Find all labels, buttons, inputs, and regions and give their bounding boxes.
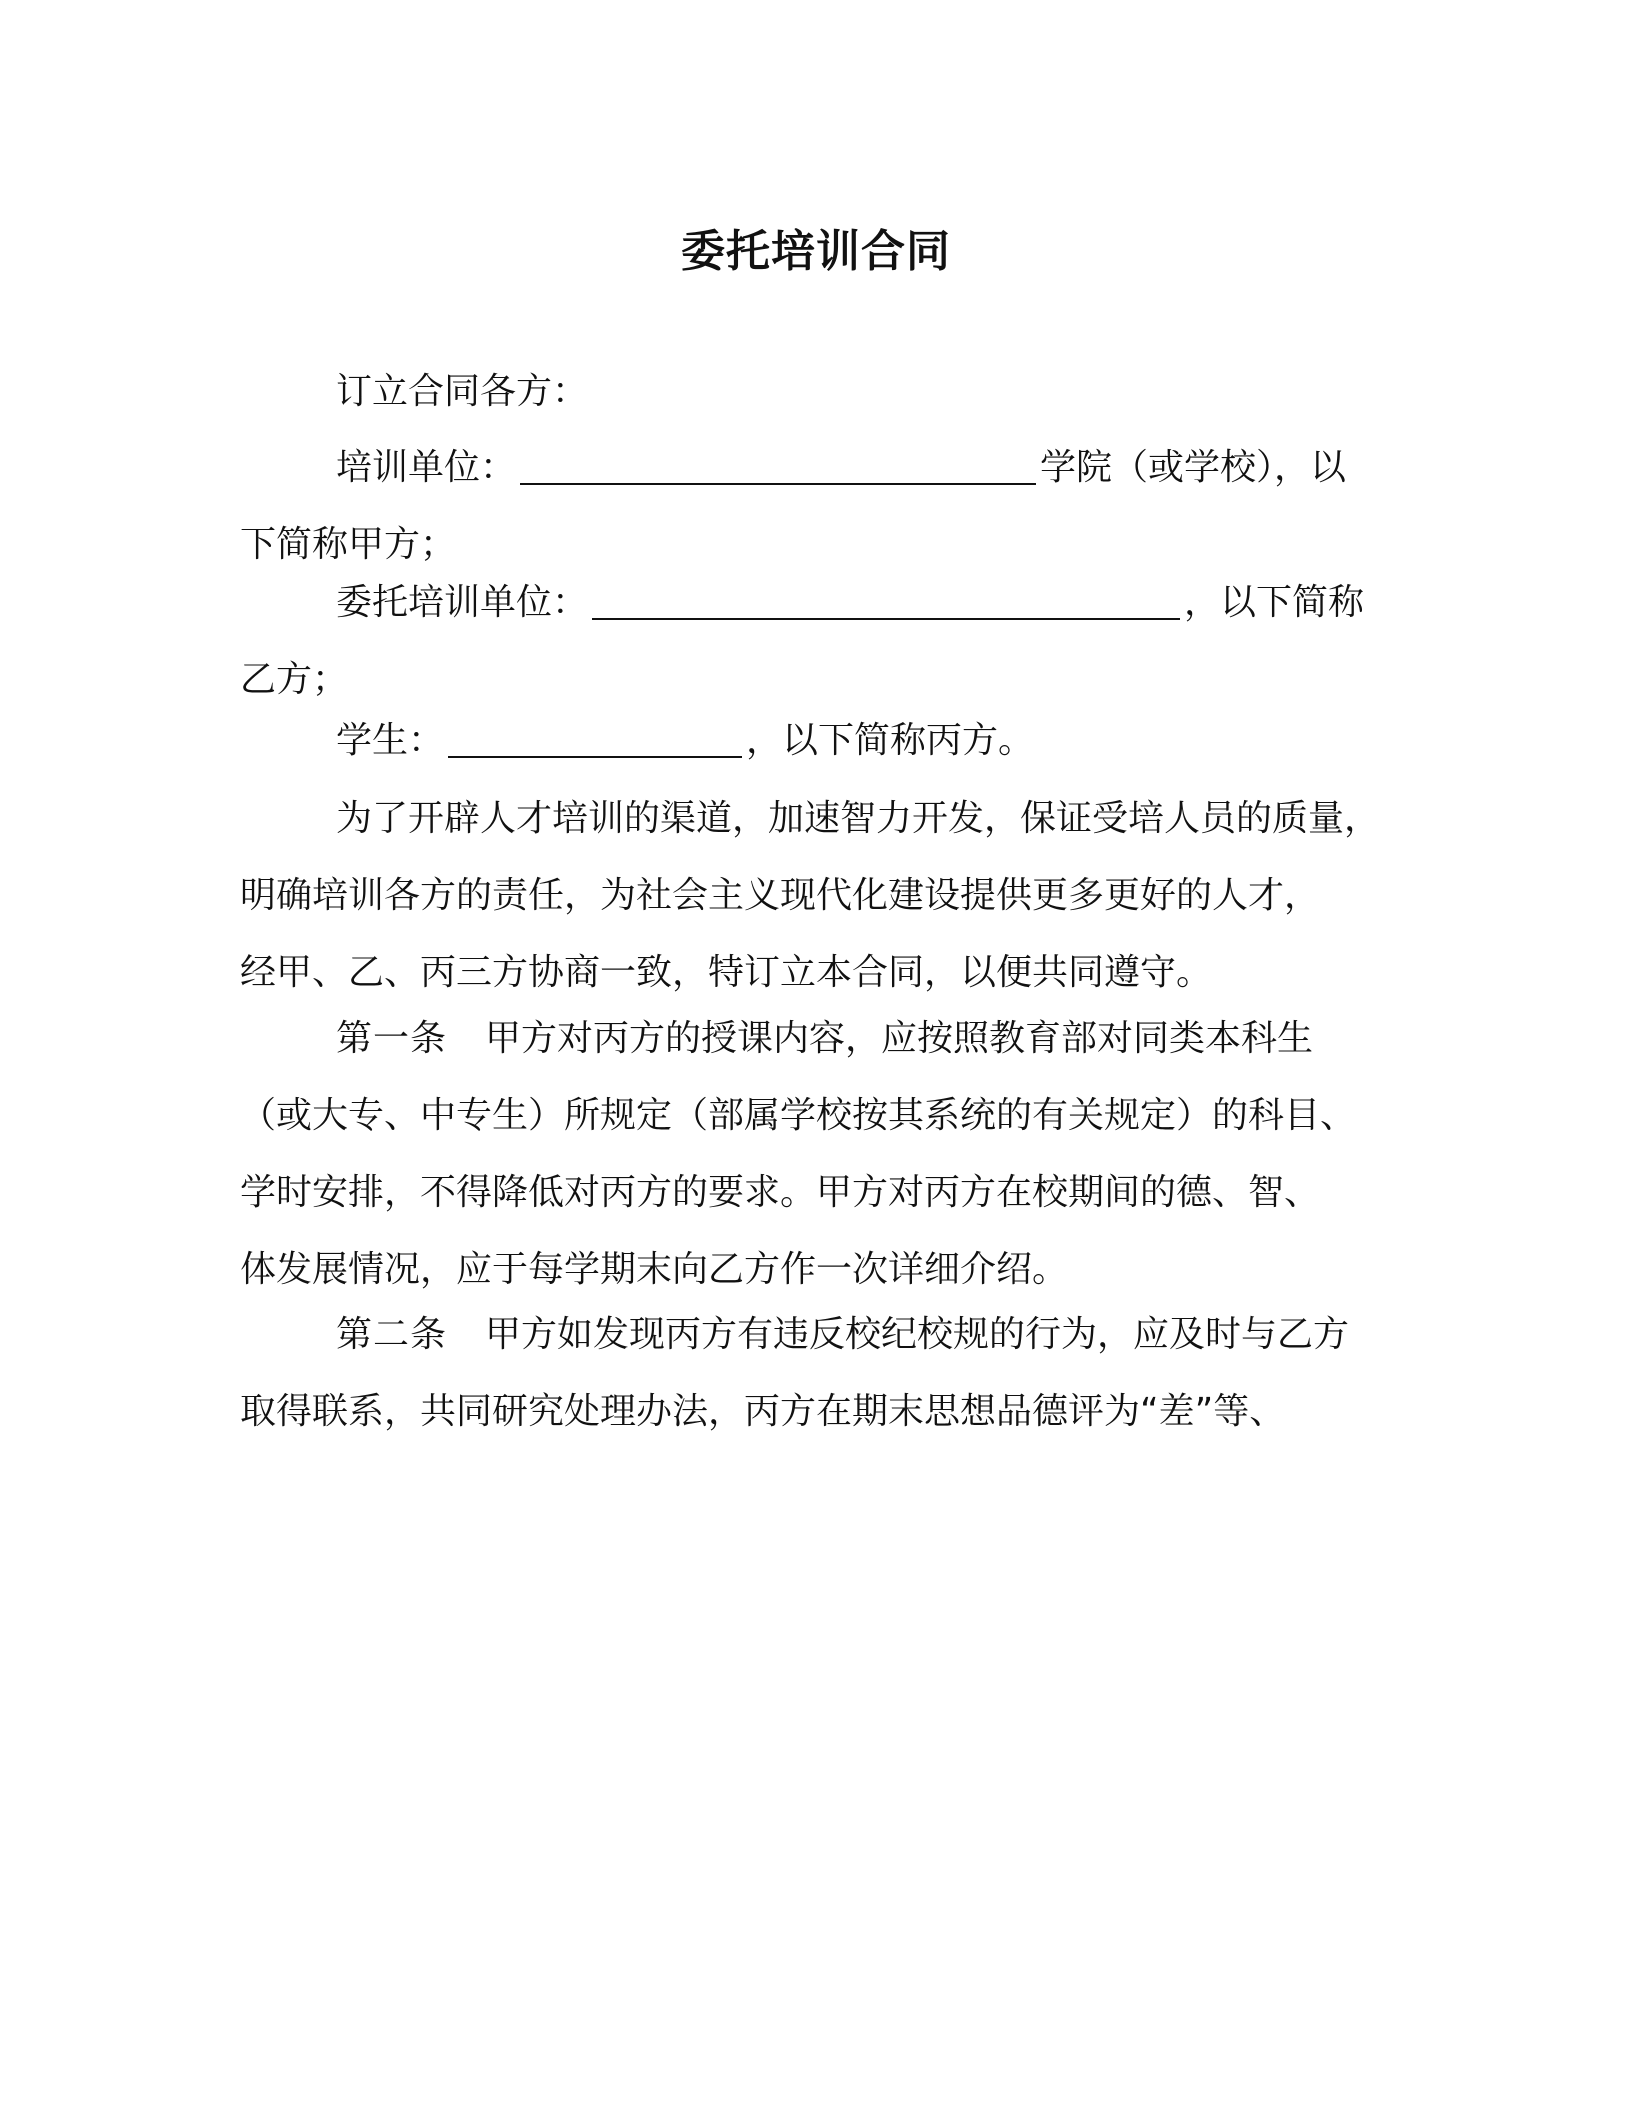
party-a-line2: 下简称甲方； xyxy=(240,524,457,565)
party-c-label: 学生： xyxy=(336,720,445,761)
party-a-blank[interactable] xyxy=(520,449,1036,485)
document-title: 委托培训合同 xyxy=(681,226,951,277)
party-b-label: 委托培训单位： xyxy=(336,582,589,623)
party-b-blank[interactable] xyxy=(592,584,1180,620)
party-a-label: 培训单位： xyxy=(336,447,517,488)
party-b-paragraph xyxy=(240,564,1405,718)
article-2: 第二条 甲方如发现丙方有违反校纪校规的行为，应及时与乙方 取得联系，共同研究处理办法，丙方在期末思想品德评为“差”等、 xyxy=(240,1314,1350,1432)
party-b-suffix: ，以下简称 xyxy=(1184,582,1365,623)
preamble-paragraph: 为了开辟人才培训的渠道，加速智力开发，保证受培人员的质量， 明确培训各方的责任，为社会主义现代化建设提供更多更好的人才， 经甲、乙、丙三方协商一致，特订立本合同，以便共同遵守。 xyxy=(240,798,1381,993)
parties-heading: 订立合同各方： xyxy=(336,371,589,412)
party-c-paragraph xyxy=(240,702,1405,779)
party-a-paragraph xyxy=(240,429,1405,583)
article-1: 第一条 甲方对丙方的授课内容，应按照教育部对同类本科生 （或大专、中专生）所规定（部属学校按其系统的有关规定）的科目、 学时安排，不得降低对丙方的要求。甲方对丙方在校期间的德、智、 体发展情况，应于每学期末向乙方作一次详细介绍。 xyxy=(240,1018,1357,1290)
party-a-suffix: 学院（或学校），以 xyxy=(1040,447,1347,488)
party-b-line2: 乙方； xyxy=(240,659,349,700)
party-c-suffix: ，以下简称丙方。 xyxy=(746,720,1035,761)
article-1-heading: 第一条 xyxy=(336,1018,448,1059)
party-c-blank[interactable] xyxy=(448,722,742,758)
article-2-heading: 第二条 xyxy=(336,1314,448,1355)
